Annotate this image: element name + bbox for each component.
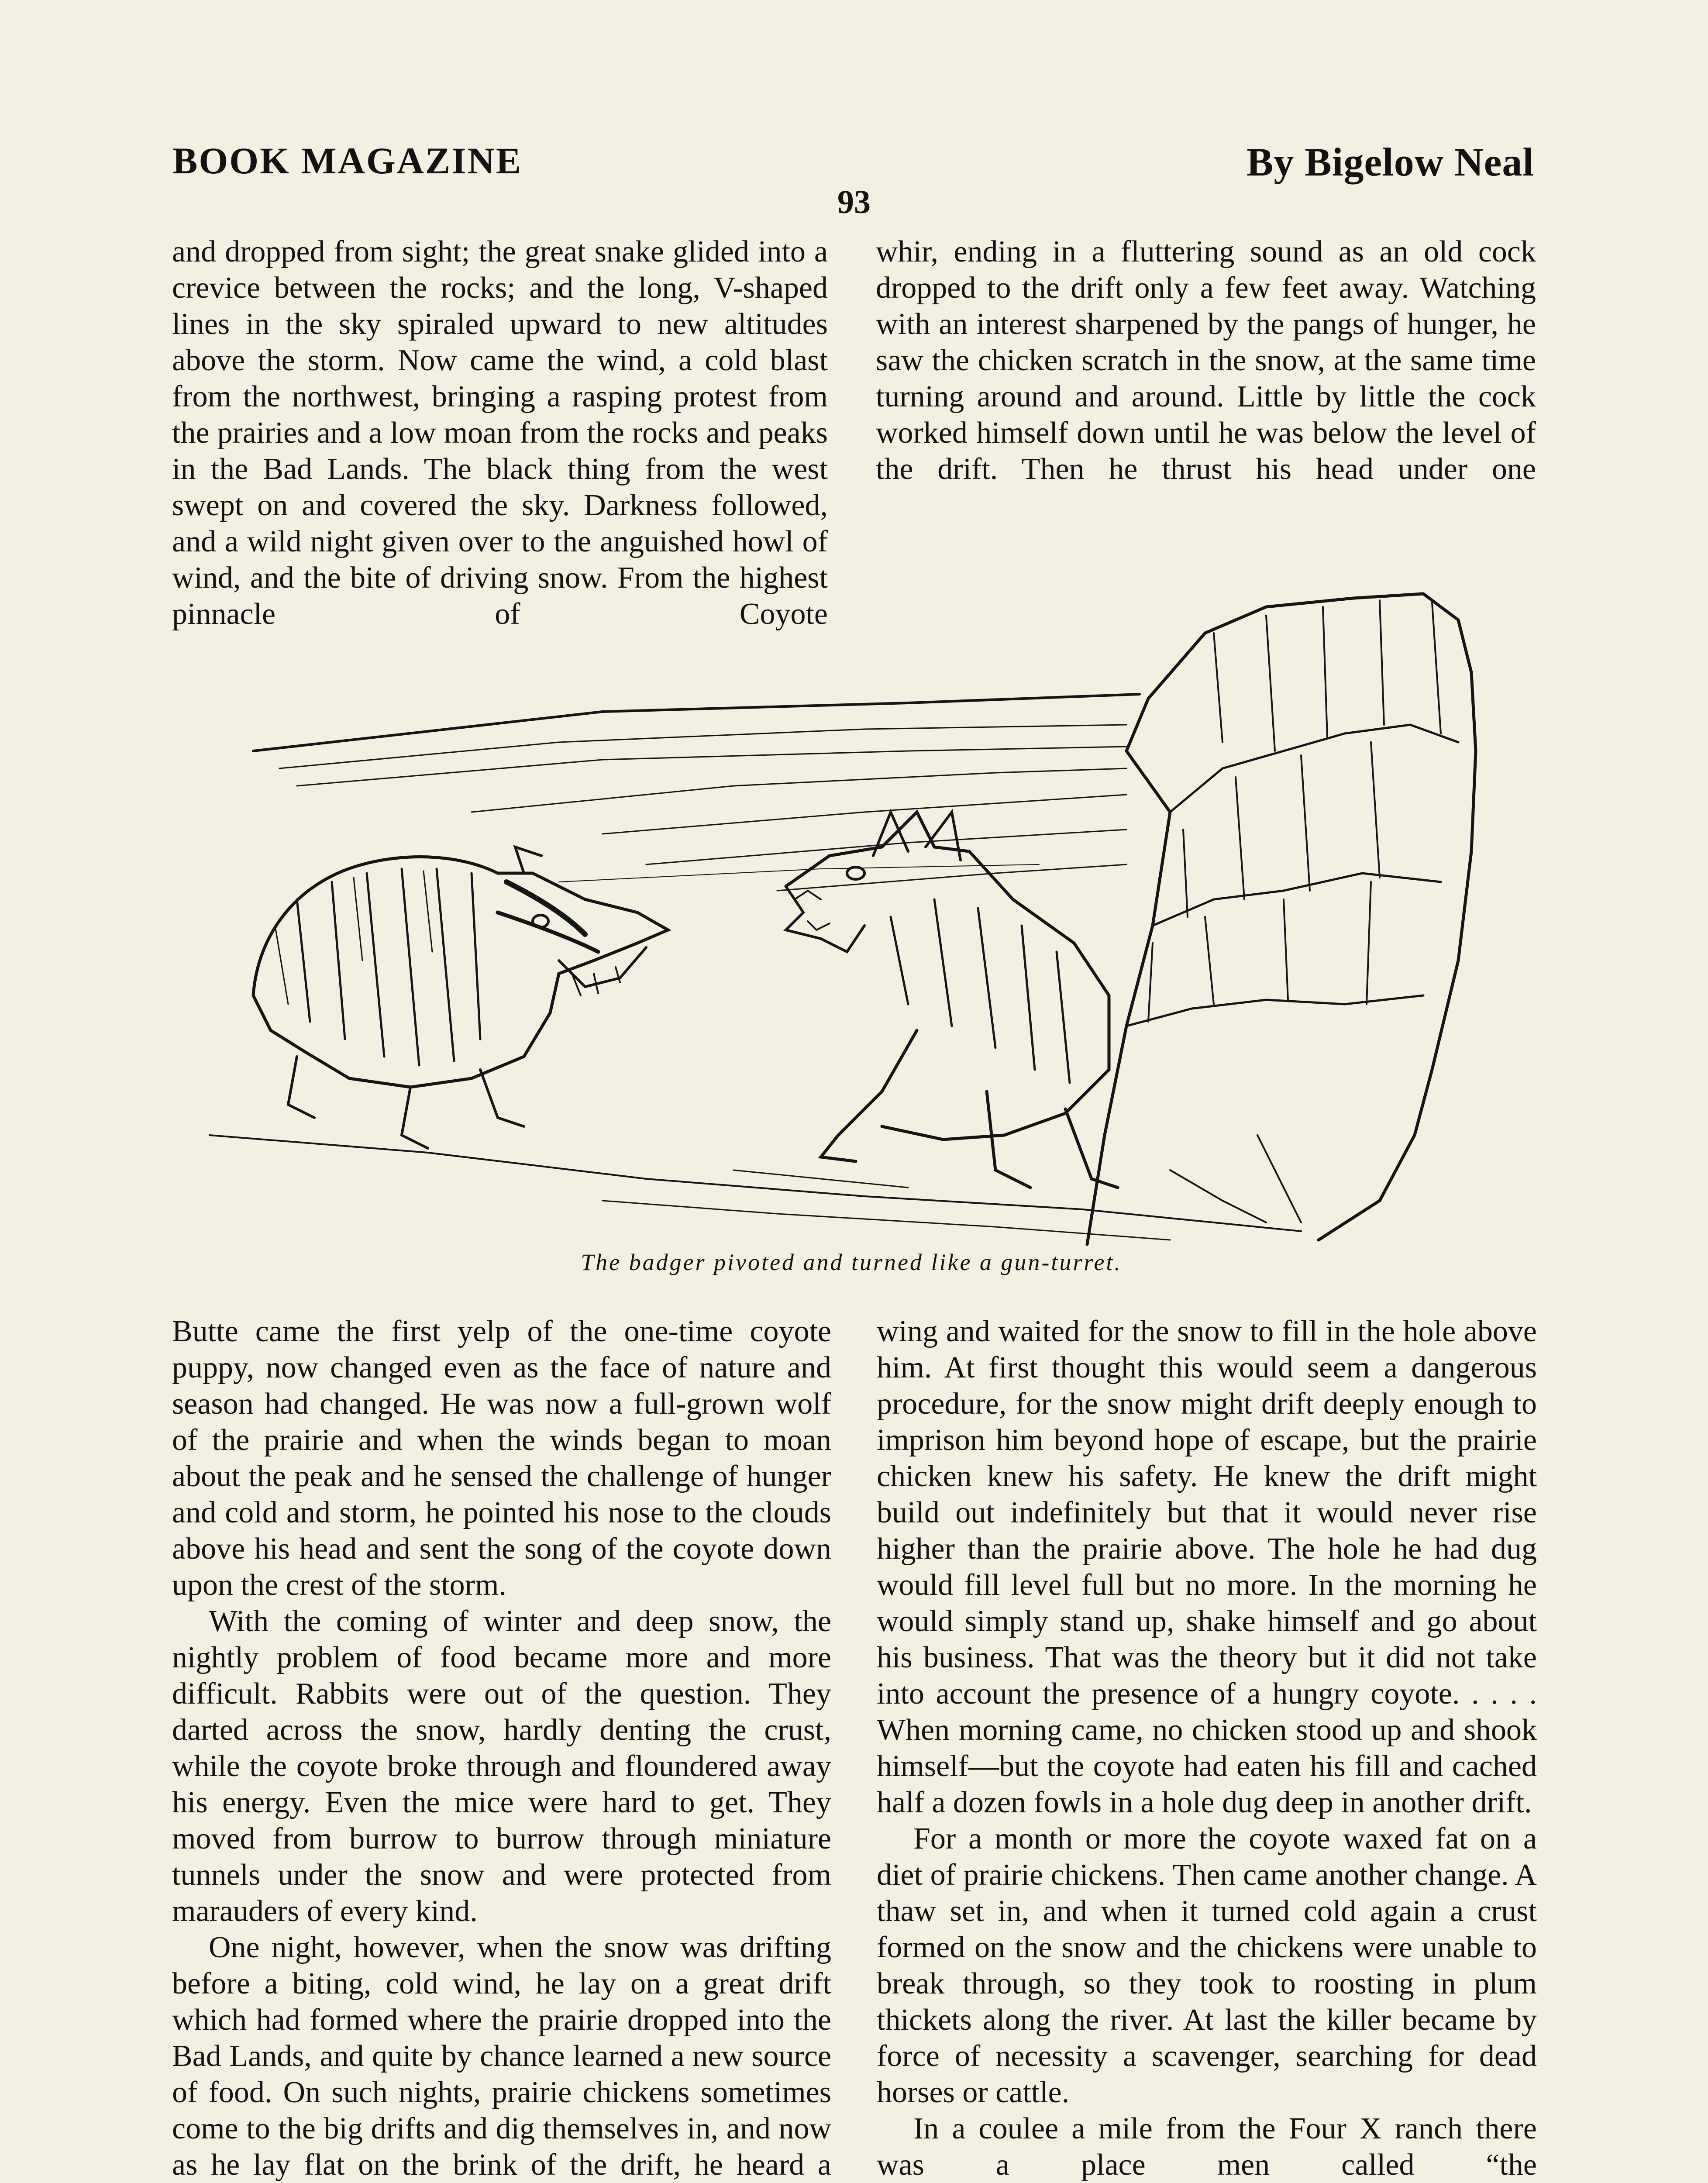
paragraph: wing and waited for the snow to fill in the hole above him. At first thought this would seem a dangerous procedure, for the snow might drift deeply enough to imprison him beyond hope of escape, but the prairie chicken knew his safety. He knew the drift might build out indefinitely but that it would never rise higher than the prairie above. The hole he had dug would fill level full but no more. In the morning he would simply stand up, shake himself and go about his business. That was the theory but it did not take into account the presence of a hungry coyote. . . . . When morning came, no chicken stood up and shook himself—but the coyote had eaten his fill and cached half a dozen fowls in a hole dug deep in another drift. [877, 1315, 1537, 1819]
text-column-bottom-left [172, 1313, 831, 2183]
paragraph: With the coming of winter and deep snow, the nightly problem of food became more and more difficult. Rabbits were out of the question. They darted across the snow, hardly denting the crust, while the coyote broke through and floundered away his energy. Even the mice were hard to get. They moved from burrow to burrow through miniature tunnels under the snow and were protected from marauders of every kind. [172, 1605, 831, 1928]
magazine-header: BOOK MAGAZINE [172, 140, 523, 182]
paragraph: Butte came the first yelp of the one-time coyote puppy, now changed even as the face of nature and season had changed. He was now a full-grown wolf of the prairie and when the winds began to moan about the peak and he sensed the challenge of hunger and cold and storm, he pointed his nose to the clouds above his head and sent the song of the coyote down upon the crest of the storm. [172, 1315, 831, 1602]
text-column-bottom-right [877, 1313, 1537, 2183]
paragraph: whir, ending in a fluttering sound as an old cock dropped to the drift only a few feet away. Watching with an interest sharpened by the pangs of hunger, he saw the chicken scratch in the snow, at the same time turning around and around. Little by little the cock worked himself down until he was below the level of the drift. Then he thrust his head under one [876, 235, 1536, 486]
illustration-caption: The badger pivoted and turned like a gun-turret. [581, 1249, 1122, 1275]
paragraph: For a month or more the coyote waxed fat on a diet of prairie chickens. Then came another change. A thaw set in, and when it turned cold again a crust formed on the snow and the chickens were unable to break through, so they took to roosting in plum thickets along the river. At last the killer became by force of necessity a scavenger, searching for dead horses or cattle. [877, 1822, 1537, 2109]
paragraph: One night, however, when the snow was drifting before a biting, cold wind, he lay on a great drift which had formed where the prairie dropped into the Bad Lands, and quite by chance learned a new source of food. On such nights, prairie chickens sometimes come to the big drifts and dig themselves in, and now as he lay flat on the brink of the drift, he heard a [172, 1931, 831, 2182]
paragraph: In a coulee a mile from the Four X ranch there was a place men called “the [877, 2112, 1537, 2182]
author-byline: By Bigelow Neal [1247, 140, 1534, 184]
text-column-top-right [876, 234, 1536, 570]
paragraph: and dropped from sight; the great snake glided into a crevice between the rocks; and the long, V-shaped lines in the sky spiraled upward to new altitudes above the storm. Now came the wind, a cold blast from the northwest, bringing a rasping protest from the prairies and a low moan from the rocks and peaks in the Bad Lands. The black thing from the west swept on and covered the sky. Darkness followed, and a wild night given over to the anguished howl of wind, and the bite of driving snow. From the highest pinnacle of Coyote [172, 235, 828, 631]
page-number: 93 [837, 184, 871, 220]
badger-coyote-illustration [166, 568, 1541, 1249]
